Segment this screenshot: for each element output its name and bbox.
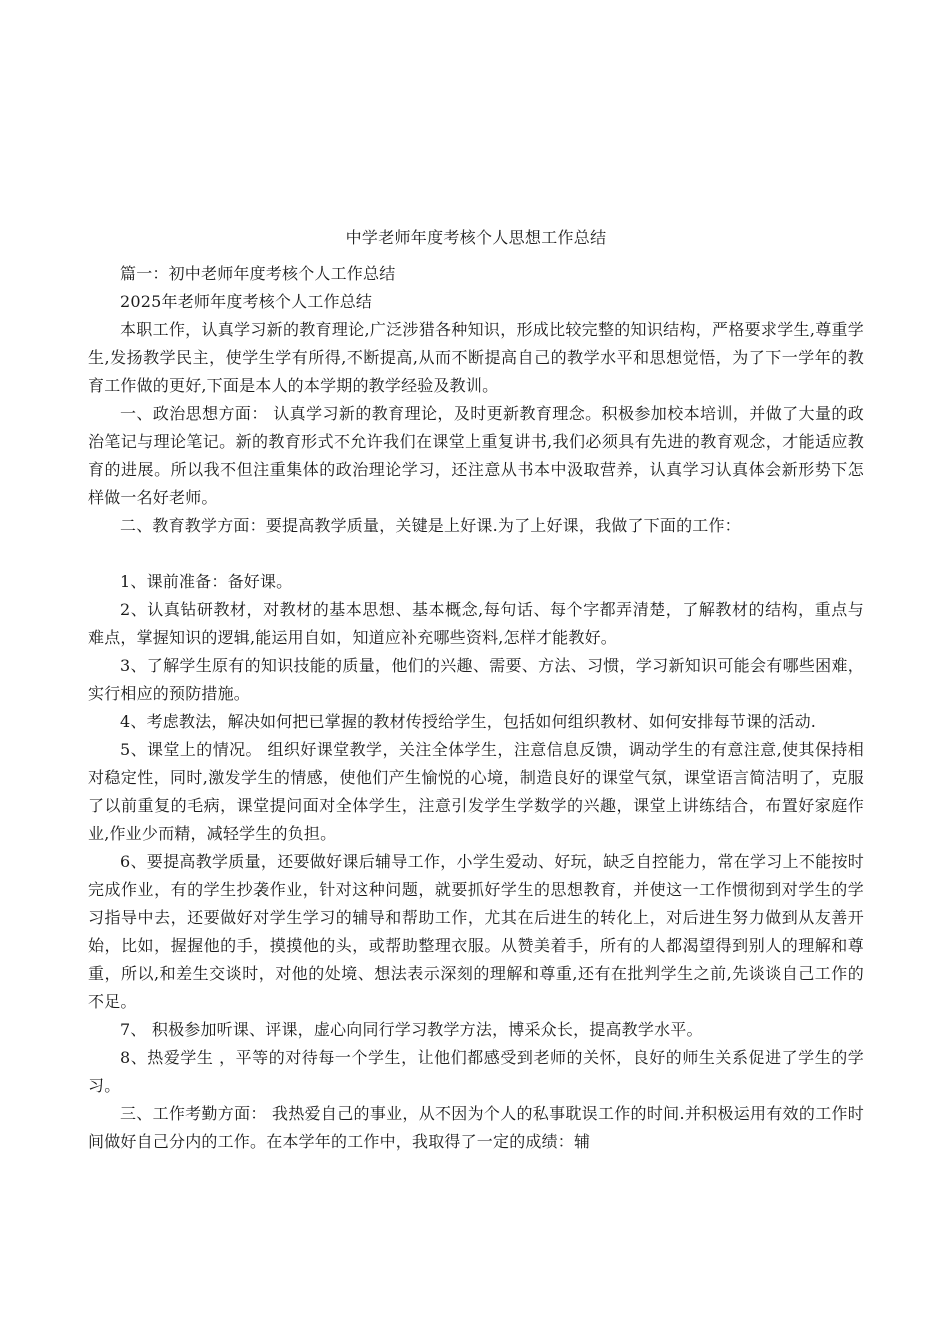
paragraph-intro: 本职工作，认真学习新的教育理论,广泛涉猎各种知识，形成比较完整的知识结构，严格要求学生,尊重学生,发扬教学民主，使学生学有所得,不断提高,从而不断提高自己的教学水平和思想觉悟，为了下一学年的教育工作做的更好,下面是本人的本学期的教学经验及教训。 xyxy=(88,320,864,395)
paragraph-item-3: 3、了解学生原有的知识技能的质量，他们的兴趣、需要、方法、习惯，学习新知识可能会有哪些困难，实行相应的预防措施。 xyxy=(88,656,864,703)
paragraph-spacer xyxy=(88,540,864,568)
paragraph-attendance: 三、工作考勤方面： 我热爱自己的事业，从不因为个人的私事耽误工作的时间.并积极运用有效的工作时间做好自己分内的工作。在本学年的工作中，我取得了一定的成绩：辅 xyxy=(88,1104,864,1151)
paragraph-item-1: 1、课前准备：备好课。 xyxy=(120,572,293,591)
paragraph-subtitle: 2025年老师年度考核个人工作总结 xyxy=(120,292,373,311)
paragraph-teaching: 二、教育教学方面：要提高教学质量，关键是上好课.为了上好课，我做了下面的工作： xyxy=(120,516,741,535)
document-page xyxy=(88,224,864,1156)
paragraph-item-7: 7、 积极参加听课、评课，虚心向同行学习教学方法，博采众长，提高教学水平。 xyxy=(120,1020,703,1039)
paragraph-item-2: 2、认真钻研教材，对教材的基本思想、基本概念,每句话、每个字都弄清楚，了解教材的结构，重点与难点，掌握知识的逻辑,能运用自如，知道应补充哪些资料,怎样才能教好。 xyxy=(88,600,864,647)
paragraph-item-8: 8、热爱学生 ，平等的对待每一个学生，让他们都感受到老师的关怀，良好的师生关系促进了学生的学习。 xyxy=(88,1048,864,1095)
document-title: 中学老师年度考核个人思想工作总结 xyxy=(345,228,607,247)
paragraph-political: 一、政治思想方面： 认真学习新的教育理论，及时更新教育理念。积极参加校本培训，并做了大量的政治笔记与理论笔记。新的教育形式不允许我们在课堂上重复讲书,我们必须具有先进的教育观念，才能适应教育的进展。所以我不但注重集体的政治理论学习，还注意从书本中汲取营养，认真学习认真体会新形势下怎样做一名好老师。 xyxy=(88,404,864,507)
paragraph-item-4: 4、考虑教法，解决如何把已掌握的教材传授给学生，包括如何组织教材、如何安排每节课的活动. xyxy=(120,712,817,731)
paragraph-item-5: 5、课堂上的情况。 组织好课堂教学，关注全体学生，注意信息反馈，调动学生的有意注意,使其保持相对稳定性，同时,激发学生的情感，使他们产生愉悦的心境，制造良好的课堂气氛，课堂语言简洁明了，克服了以前重复的毛病，课堂提问面对全体学生，注意引发学生学数学的兴趣，课堂上讲练结合，布置好家庭作业,作业少而精，减轻学生的负担。 xyxy=(88,740,864,843)
paragraph-item-6: 6、要提高教学质量，还要做好课后辅导工作，小学生爱动、好玩，缺乏自控能力，常在学习上不能按时完成作业，有的学生抄袭作业，针对这种问题，就要抓好学生的思想教育，并使这一工作惯彻到对学生的学习指导中去，还要做好对学生学习的辅导和帮助工作，尤其在后进生的转化上，对后进生努力做到从友善开始，比如，握握他的手，摸摸他的头，或帮助整理衣服。从赞美着手，所有的人都渴望得到别人的理解和尊重，所以,和差生交谈时，对他的处境、想法表示深刻的理解和尊重,还有在批判学生之前,先谈谈自己工作的不足。 xyxy=(88,852,864,1011)
paragraph-part-one-heading: 篇一：初中老师年度考核个人工作总结 xyxy=(120,264,396,283)
